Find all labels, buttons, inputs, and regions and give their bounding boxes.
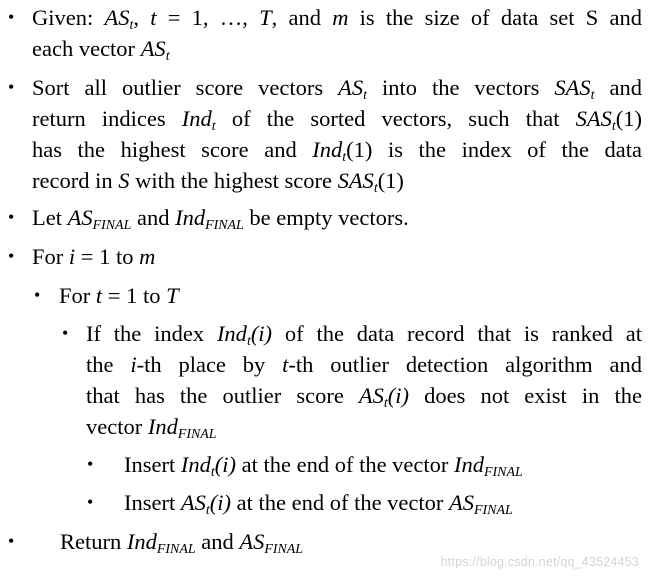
bullet-icon: • — [8, 531, 15, 551]
list-item-text-line: each vector $AS_t$ — [32, 36, 170, 64]
list-item-text-line: Given: $AS_t$, t = 1, …, T, and m is the size of data set S and — [32, 5, 642, 33]
bullet-icon: • — [62, 323, 69, 343]
list-item-text-line: For i = 1 to m — [32, 244, 156, 269]
list-item-text-line: For t = 1 to T — [59, 283, 179, 308]
list-item-text-line: Let $AS_{FINAL}$ and Ind$_{FINAL}$ be empty vectors. — [32, 205, 409, 233]
bullet-icon: • — [8, 207, 15, 227]
list-item-text-line: return indices Ind$_t$ of the sorted vectors, such that $SAS_t(1)$ — [32, 106, 642, 134]
list-item-text-line: Insert $AS_t(i)$ at the end of the vector $AS_{FINAL}$ — [124, 490, 513, 518]
list-item-text-line: Insert Ind$_t$(i) at the end of the vector Ind$_{FINAL}$ — [124, 452, 523, 480]
bullet-icon: • — [87, 454, 94, 474]
list-item-text-line: that has the outlier score $AS_t(i)$ does not exist in the — [86, 383, 642, 411]
list-item-text-line: Sort all outlier score vectors $AS_t$ into the vectors $SAS_t$ and — [32, 75, 642, 103]
list-item-text-line: If the index Ind$_t$(i) of the data record that is ranked at — [86, 321, 642, 349]
bullet-icon: • — [8, 246, 15, 266]
list-item-text-line: the i-th place by t-th outlier detection algorithm and — [86, 352, 642, 377]
list-item-text-line: Return Ind$_{FINAL}$ and $AS_{FINAL}$ — [60, 529, 304, 557]
watermark: https://blog.csdn.net/qq_43524453 — [440, 555, 639, 569]
bullet-icon: • — [34, 285, 41, 305]
bullet-icon: • — [8, 77, 15, 97]
bullet-icon: • — [8, 7, 15, 27]
bullet-icon: • — [87, 492, 94, 512]
list-item-text-line: has the highest score and Ind$_t$(1) is the index of the data — [32, 137, 642, 165]
list-item-text-line: record in S with the highest score $SAS_t(1)$ — [32, 168, 404, 196]
list-item-text-line: vector Ind$_{FINAL}$ — [86, 414, 217, 442]
